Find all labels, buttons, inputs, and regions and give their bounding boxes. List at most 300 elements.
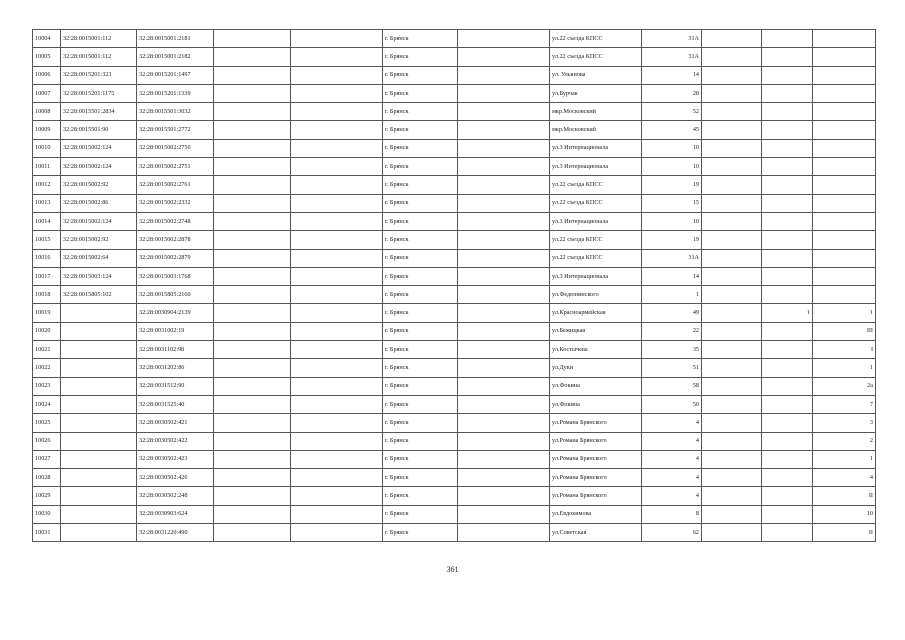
cell-col-4 [214, 359, 291, 377]
cell-street: ул.Романа Брянского [550, 469, 642, 487]
cell-col-4 [214, 84, 291, 102]
cell-cadastral-number: 32:28:0030904:2139 [137, 304, 214, 322]
cell-row-id: 10024 [33, 395, 61, 413]
cell-col-12 [813, 103, 876, 121]
cell-col-5 [291, 359, 383, 377]
cell-col-11 [762, 194, 813, 212]
cell-col-10 [702, 505, 762, 523]
cell-col-12 [813, 66, 876, 84]
cell-col-10 [702, 359, 762, 377]
cell-col-10 [702, 66, 762, 84]
cell-col-12: 3 [813, 414, 876, 432]
cell-col-10 [702, 212, 762, 230]
cell-col-11: 1 [762, 304, 813, 322]
cell-street: ул.22 съезда КПСС [550, 194, 642, 212]
cell-col-12 [813, 212, 876, 230]
cell-cadastral-block: 32:28:0015002:86 [61, 194, 137, 212]
cell-col-4 [214, 505, 291, 523]
cell-city: г. Брянск [383, 158, 458, 176]
cell-city: г. Брянск [383, 194, 458, 212]
cell-cadastral-number: 32:28:0031002:19 [137, 322, 214, 340]
cell-col-12 [813, 158, 876, 176]
cell-house-number: 52 [642, 103, 702, 121]
cell-col-7 [458, 267, 550, 285]
cell-col-10 [702, 395, 762, 413]
cell-street: ул.22 съезда КПСС [550, 249, 642, 267]
cell-col-5 [291, 450, 383, 468]
table-row [33, 30, 876, 48]
cell-cadastral-block [61, 414, 137, 432]
cell-col-10 [702, 176, 762, 194]
cell-col-5 [291, 395, 383, 413]
cell-row-id: 10015 [33, 231, 61, 249]
cell-cadastral-block: 32:28:0015002:64 [61, 249, 137, 267]
table-row [33, 48, 876, 66]
cell-col-4 [214, 414, 291, 432]
cell-col-12: II [813, 487, 876, 505]
cell-house-number: 4 [642, 450, 702, 468]
cell-col-5 [291, 103, 383, 121]
cell-cadastral-number: 32:28:0015805:2160 [137, 286, 214, 304]
cell-row-id: 10020 [33, 322, 61, 340]
cell-col-4 [214, 341, 291, 359]
table-row [33, 469, 876, 487]
cell-city: г. Брянск [383, 249, 458, 267]
cell-cadastral-block: 32:28:0015002:124 [61, 158, 137, 176]
cell-city: г. Брянск [383, 66, 458, 84]
cell-col-12 [813, 176, 876, 194]
cell-cadastral-number: 32:28:0030502:422 [137, 432, 214, 450]
cell-cadastral-block: 32:28:0015501:90 [61, 121, 137, 139]
cell-col-7 [458, 469, 550, 487]
table-row [33, 103, 876, 121]
cell-cadastral-number: 32:28:0015201:1339 [137, 84, 214, 102]
cell-col-11 [762, 212, 813, 230]
cell-col-11 [762, 505, 813, 523]
cell-row-id: 10019 [33, 304, 61, 322]
cell-city: г. Брянск [383, 395, 458, 413]
cell-house-number: 8 [642, 505, 702, 523]
cell-col-11 [762, 66, 813, 84]
cell-cadastral-number: 32:28:0015002:2879 [137, 249, 214, 267]
table-row [33, 487, 876, 505]
table-row [33, 395, 876, 413]
cell-col-12 [813, 84, 876, 102]
cell-row-id: 10022 [33, 359, 61, 377]
cell-row-id: 10031 [33, 524, 61, 542]
cell-col-11 [762, 487, 813, 505]
cell-house-number: 10 [642, 158, 702, 176]
cell-cadastral-number: 32:28:0015002:2878 [137, 231, 214, 249]
cell-house-number: 50 [642, 395, 702, 413]
cell-col-11 [762, 267, 813, 285]
cell-house-number: 31А [642, 30, 702, 48]
table-row [33, 377, 876, 395]
cell-house-number: 4 [642, 469, 702, 487]
cell-col-12 [813, 286, 876, 304]
table-row [33, 432, 876, 450]
cell-cadastral-block: 32:28:0015201:1175 [61, 84, 137, 102]
table-row [33, 450, 876, 468]
cell-col-11 [762, 450, 813, 468]
cell-city: г. Брянск [383, 432, 458, 450]
cell-col-12: 2 [813, 432, 876, 450]
cell-house-number: 10 [642, 139, 702, 157]
cell-col-4 [214, 469, 291, 487]
cell-city: г. Брянск [383, 359, 458, 377]
cell-house-number: 62 [642, 524, 702, 542]
cell-col-4 [214, 304, 291, 322]
cell-street: ул. Ульянова [550, 66, 642, 84]
cell-col-10 [702, 267, 762, 285]
cell-cadastral-block [61, 450, 137, 468]
cell-row-id: 10027 [33, 450, 61, 468]
cell-city: г. Брянск [383, 84, 458, 102]
cell-col-4 [214, 139, 291, 157]
cell-col-10 [702, 432, 762, 450]
cell-col-4 [214, 231, 291, 249]
table-row [33, 139, 876, 157]
cell-city: г. Брянск [383, 231, 458, 249]
cell-col-11 [762, 30, 813, 48]
cell-house-number: 15 [642, 194, 702, 212]
cell-col-7 [458, 176, 550, 194]
cell-col-10 [702, 231, 762, 249]
table-row [33, 212, 876, 230]
cell-col-7 [458, 158, 550, 176]
cell-house-number: 35 [642, 341, 702, 359]
cell-street: ул.Красноармейская [550, 304, 642, 322]
cell-cadastral-number: 32:28:0015002:2748 [137, 212, 214, 230]
cell-cadastral-number: 32:28:0015002:2332 [137, 194, 214, 212]
cell-city: г. Брянск [383, 139, 458, 157]
cell-col-4 [214, 395, 291, 413]
cell-cadastral-block: 32:28:0015001:112 [61, 48, 137, 66]
cell-col-7 [458, 487, 550, 505]
cell-row-id: 10030 [33, 505, 61, 523]
cell-col-7 [458, 121, 550, 139]
cell-street: ул.Романа Брянского [550, 414, 642, 432]
cell-col-12 [813, 231, 876, 249]
cell-cadastral-number: 32:28:0015002:2750 [137, 139, 214, 157]
cell-col-4 [214, 48, 291, 66]
cell-col-4 [214, 66, 291, 84]
cell-street: ул.22 съезда КПСС [550, 176, 642, 194]
cell-city: г. Брянск [383, 48, 458, 66]
cell-street: ул.Федюнинского [550, 286, 642, 304]
cell-col-10 [702, 450, 762, 468]
cell-col-7 [458, 249, 550, 267]
cell-house-number: 45 [642, 121, 702, 139]
cell-cadastral-block: 32:28:0015805:102 [61, 286, 137, 304]
cell-col-5 [291, 469, 383, 487]
cell-city: г. Брянск [383, 487, 458, 505]
cell-row-id: 10025 [33, 414, 61, 432]
cell-col-5 [291, 286, 383, 304]
cell-cadastral-number: 32:28:0015002:2751 [137, 158, 214, 176]
table-row [33, 286, 876, 304]
cell-col-5 [291, 158, 383, 176]
cell-city: г. Брянск [383, 469, 458, 487]
cell-street: ул.22 съезда КПСС [550, 30, 642, 48]
cell-col-5 [291, 84, 383, 102]
cell-col-10 [702, 84, 762, 102]
cell-col-11 [762, 341, 813, 359]
cell-street: ул.Дуки [550, 359, 642, 377]
cell-col-10 [702, 414, 762, 432]
cell-col-12 [813, 267, 876, 285]
cell-col-11 [762, 414, 813, 432]
cell-col-10 [702, 377, 762, 395]
cell-col-12 [813, 139, 876, 157]
cell-col-7 [458, 48, 550, 66]
cell-col-10 [702, 341, 762, 359]
cell-col-11 [762, 432, 813, 450]
cell-col-10 [702, 322, 762, 340]
cell-col-5 [291, 505, 383, 523]
cell-col-12: 4 [813, 469, 876, 487]
cell-col-7 [458, 194, 550, 212]
cell-cadastral-number: 32:28:0031220:490 [137, 524, 214, 542]
cell-col-12: II [813, 524, 876, 542]
cell-col-7 [458, 395, 550, 413]
cell-row-id: 10013 [33, 194, 61, 212]
cell-col-5 [291, 48, 383, 66]
cell-house-number: 4 [642, 487, 702, 505]
cell-city: г. Брянск [383, 176, 458, 194]
cell-cadastral-block [61, 322, 137, 340]
register-table-body [33, 30, 876, 542]
cell-street: ул.Романа Брянского [550, 487, 642, 505]
cell-col-5 [291, 66, 383, 84]
cell-cadastral-block [61, 377, 137, 395]
cell-street: ул.Костычева [550, 341, 642, 359]
cell-house-number: 28 [642, 84, 702, 102]
cell-cadastral-block: 32:28:0015201:323 [61, 66, 137, 84]
cell-col-7 [458, 231, 550, 249]
cell-col-7 [458, 286, 550, 304]
cell-col-5 [291, 139, 383, 157]
cell-house-number: 4 [642, 414, 702, 432]
cell-col-11 [762, 322, 813, 340]
cell-house-number: 19 [642, 176, 702, 194]
cell-row-id: 10004 [33, 30, 61, 48]
cell-col-11 [762, 524, 813, 542]
cell-street: ул.Советская [550, 524, 642, 542]
cell-row-id: 10028 [33, 469, 61, 487]
cell-col-5 [291, 414, 383, 432]
cell-col-4 [214, 30, 291, 48]
cell-row-id: 10010 [33, 139, 61, 157]
table-row [33, 304, 876, 322]
cell-street: ул.22 съезда КПСС [550, 231, 642, 249]
cell-col-12: 1 [813, 304, 876, 322]
cell-col-4 [214, 103, 291, 121]
cell-col-7 [458, 450, 550, 468]
cell-col-12 [813, 30, 876, 48]
cell-col-12 [813, 194, 876, 212]
cell-col-4 [214, 487, 291, 505]
cell-row-id: 10021 [33, 341, 61, 359]
cell-col-12 [813, 249, 876, 267]
cell-cadastral-block [61, 304, 137, 322]
cell-cadastral-number: 32:28:0015001:2182 [137, 48, 214, 66]
table-row [33, 505, 876, 523]
cell-cadastral-block [61, 524, 137, 542]
cell-cadastral-block: 32:28:0015002:92 [61, 176, 137, 194]
cell-row-id: 10014 [33, 212, 61, 230]
cell-row-id: 10011 [33, 158, 61, 176]
cell-col-4 [214, 121, 291, 139]
cell-col-10 [702, 469, 762, 487]
cell-col-12: 10 [813, 505, 876, 523]
cell-col-10 [702, 103, 762, 121]
cell-row-id: 10018 [33, 286, 61, 304]
cell-cadastral-number: 32:28:0031525:40 [137, 395, 214, 413]
cell-col-10 [702, 487, 762, 505]
cell-col-10 [702, 194, 762, 212]
cell-col-11 [762, 103, 813, 121]
cell-col-11 [762, 121, 813, 139]
cell-city: г. Брянск [383, 103, 458, 121]
cell-col-10 [702, 121, 762, 139]
cell-street: ул.3 Интернационала [550, 158, 642, 176]
cell-col-5 [291, 30, 383, 48]
cell-city: г. Брянск [383, 121, 458, 139]
cell-cadastral-number: 32:28:0030502:426 [137, 469, 214, 487]
cell-row-id: 10008 [33, 103, 61, 121]
cell-row-id: 10026 [33, 432, 61, 450]
cell-row-id: 10006 [33, 66, 61, 84]
cell-col-10 [702, 158, 762, 176]
cell-col-7 [458, 139, 550, 157]
cell-col-11 [762, 176, 813, 194]
cell-cadastral-block [61, 469, 137, 487]
cell-street: ул.Фокина [550, 395, 642, 413]
cell-street: ул.3 Интернационала [550, 139, 642, 157]
cell-cadastral-number: 32:28:0015501:2772 [137, 121, 214, 139]
cell-row-id: 10029 [33, 487, 61, 505]
cell-street: ул.Бурчак [550, 84, 642, 102]
cell-street: ул.3 Интернационала [550, 212, 642, 230]
table-row [33, 176, 876, 194]
cell-col-12: III [813, 322, 876, 340]
cell-cadastral-block: 32:28:0015501:2834 [61, 103, 137, 121]
cell-col-4 [214, 322, 291, 340]
table-row [33, 359, 876, 377]
cell-col-4 [214, 158, 291, 176]
cell-col-11 [762, 84, 813, 102]
cell-house-number: 19 [642, 231, 702, 249]
cell-col-5 [291, 194, 383, 212]
cell-city: г. Брянск [383, 341, 458, 359]
table-row [33, 249, 876, 267]
cell-cadastral-number: 32:28:0015201:1497 [137, 66, 214, 84]
cell-col-4 [214, 194, 291, 212]
cell-col-11 [762, 469, 813, 487]
cell-col-4 [214, 432, 291, 450]
register-table [32, 29, 876, 542]
cell-row-id: 10017 [33, 267, 61, 285]
cell-house-number: 1 [642, 286, 702, 304]
cell-col-12 [813, 121, 876, 139]
cell-house-number: 14 [642, 267, 702, 285]
table-row [33, 121, 876, 139]
cell-col-12: I [813, 341, 876, 359]
cell-house-number: 14 [642, 66, 702, 84]
cell-cadastral-number: 32:28:0031512:90 [137, 377, 214, 395]
cell-col-11 [762, 359, 813, 377]
cell-col-12 [813, 48, 876, 66]
cell-cadastral-number: 32:28:0030502:421 [137, 414, 214, 432]
cell-house-number: 58 [642, 377, 702, 395]
cell-house-number: 4 [642, 432, 702, 450]
cell-city: г. Брянск [383, 30, 458, 48]
cell-city: г. Брянск [383, 377, 458, 395]
cell-street: мкр.Московский [550, 121, 642, 139]
cell-cadastral-number: 32:28:0015002:2761 [137, 176, 214, 194]
cell-col-5 [291, 304, 383, 322]
cell-col-11 [762, 231, 813, 249]
table-row [33, 267, 876, 285]
cell-col-4 [214, 212, 291, 230]
cell-col-5 [291, 267, 383, 285]
cell-col-10 [702, 139, 762, 157]
cell-col-7 [458, 322, 550, 340]
cell-cadastral-number: 32:28:0015001:2181 [137, 30, 214, 48]
cell-city: г. Брянск [383, 450, 458, 468]
cell-col-4 [214, 450, 291, 468]
cell-col-7 [458, 377, 550, 395]
cell-cadastral-block [61, 432, 137, 450]
cell-col-4 [214, 267, 291, 285]
cell-street: ул.Евдокимова [550, 505, 642, 523]
cell-col-11 [762, 48, 813, 66]
cell-cadastral-block: 32:28:0015002:124 [61, 212, 137, 230]
cell-col-4 [214, 249, 291, 267]
cell-cadastral-block [61, 395, 137, 413]
cell-col-10 [702, 304, 762, 322]
table-row [33, 84, 876, 102]
cell-row-id: 10023 [33, 377, 61, 395]
cell-street: ул.Романа Брянского [550, 450, 642, 468]
cell-col-7 [458, 341, 550, 359]
cell-street: ул.Фокина [550, 377, 642, 395]
cell-col-5 [291, 524, 383, 542]
cell-city: г. Брянск [383, 505, 458, 523]
cell-col-11 [762, 249, 813, 267]
cell-col-4 [214, 176, 291, 194]
cell-col-7 [458, 103, 550, 121]
cell-col-10 [702, 48, 762, 66]
cell-cadastral-number: 32:28:0015501:3032 [137, 103, 214, 121]
cell-city: г. Брянск [383, 414, 458, 432]
cell-city: г. Брянск [383, 286, 458, 304]
cell-city: г. Брянск [383, 212, 458, 230]
cell-col-11 [762, 286, 813, 304]
cell-col-7 [458, 432, 550, 450]
cell-row-id: 10005 [33, 48, 61, 66]
cell-col-12: 1 [813, 450, 876, 468]
cell-col-10 [702, 286, 762, 304]
cell-row-id: 10016 [33, 249, 61, 267]
cell-cadastral-block: 32:28:0015001:112 [61, 30, 137, 48]
cell-col-7 [458, 212, 550, 230]
cell-cadastral-block: 32:28:0015003:124 [61, 267, 137, 285]
cell-cadastral-block [61, 505, 137, 523]
cell-col-7 [458, 30, 550, 48]
cell-col-7 [458, 524, 550, 542]
